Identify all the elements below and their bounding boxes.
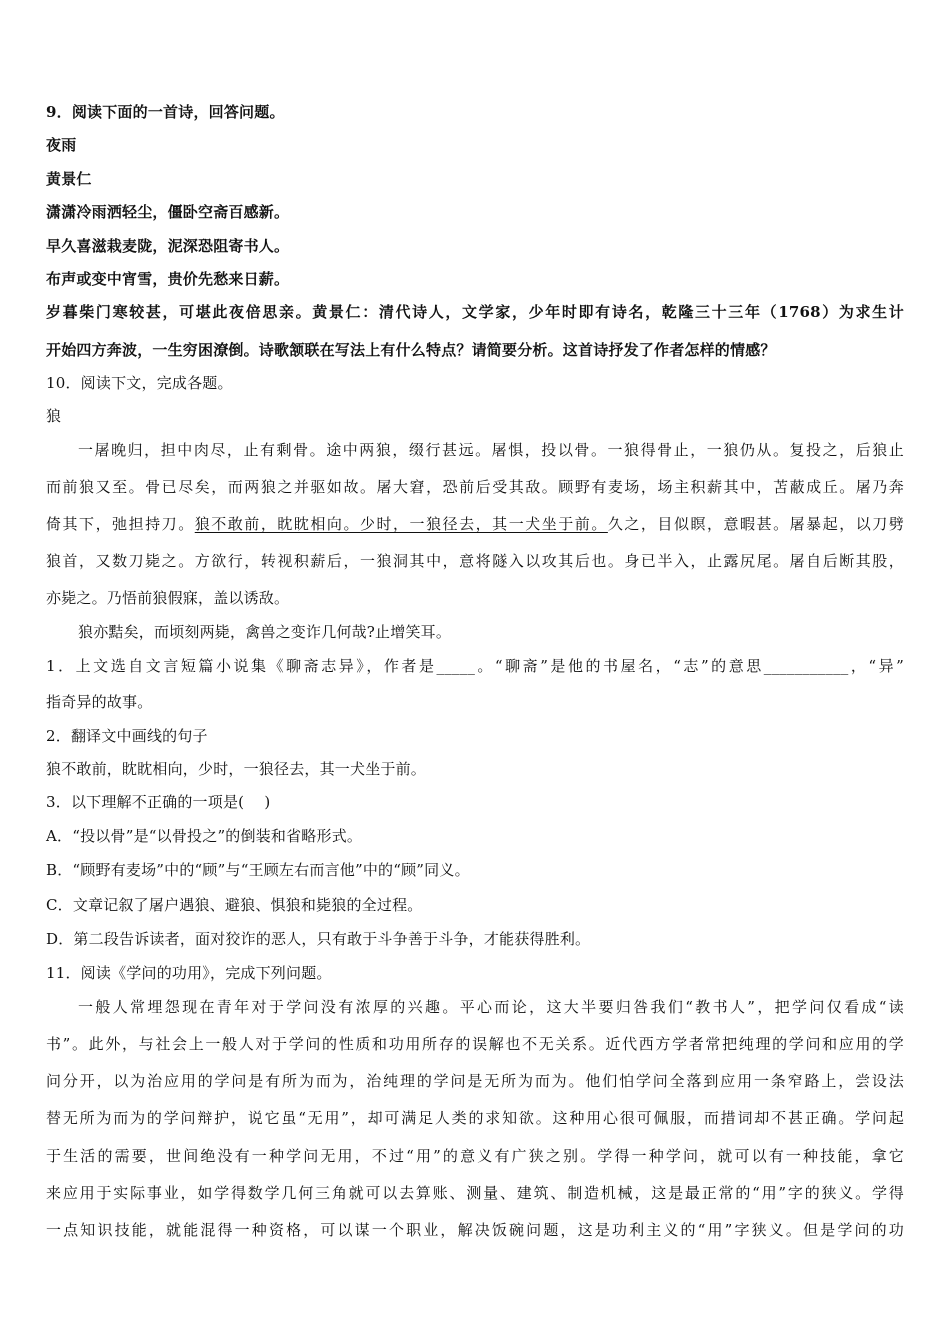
subquestion-3: 3．以下理解不正确的一项是( ) <box>46 793 271 811</box>
subquestion-2: 2．翻译文中画线的句子 <box>46 727 208 745</box>
essay-line: 一般人常埋怨现在青年对于学问没有浓厚的兴趣。平心而论，这大半要归咎我们“教书人”，把学问仅看成“读 <box>78 998 904 1016</box>
poem-author: 黄景仁 <box>46 170 92 188</box>
option-c: C．文章记叙了屠户遇狼、避狼、惧狼和毙狼的全过程。 <box>46 896 423 914</box>
poem-last-line-note: 岁暮柴门寒较甚，可堪此夜倍思亲。黄景仁：清代诗人，文学家，少年时即有诗名，乾隆三十三年（1768）为求生计 <box>46 303 904 321</box>
passage-line: 亦毙之。乃悟前狼假寐，盖以诱敌。 <box>46 589 290 607</box>
text-title: 狼 <box>46 407 62 425</box>
underlined-sentence: 狼不敢前，眈眈相向。少时，一狼径去，其一犬坐于前。 <box>194 515 608 533</box>
subquestion-1: 1．上文选自文言短篇小说集《聊斋志异》，作者是_____。“聊斋”是他的书屋名，“志”的意思___________，“异” <box>46 657 904 675</box>
essay-line: 书”。此外，与社会上一般人对于学问的性质和功用所存的误解也不无关系。近代西方学者常把纯理的学问和应用的学 <box>46 1035 904 1053</box>
option-d: D．第二段告诉读者，面对狡诈的恶人，只有敢于斗争善于斗争，才能获得胜利。 <box>46 930 591 948</box>
essay-line: 于生活的需要，世间绝没有一种学问无用，不过“用”的意义有广狭之别。学得一种学问，就可以有一种技能，拿它 <box>46 1147 904 1165</box>
passage-text: 倚其下，弛担持刀。 <box>46 515 195 533</box>
passage-line: 狼首，又数刀毙之。方欲行，转视积薪后，一狼洞其中，意将隧入以攻其后也。身已半入，止露尻尾。屠自后断其股， <box>46 552 904 570</box>
essay-line: 一点知识技能，就能混得一种资格，可以谋一个职业，解决饭碗问题，这是功利主义的“用”字狭义。但是学问的功 <box>46 1221 904 1239</box>
poem-line: 布声或变中宵雪，贵价先愁来日薪。 <box>46 270 290 288</box>
q11-title: 11．阅读《学问的功用》，完成下列问题。 <box>46 964 332 982</box>
q9-title: 9．阅读下面的一首诗，回答问题。 <box>46 103 285 121</box>
q9-question: 开始四方奔波，一生穷困潦倒。诗歌颔联在写法上有什么特点？请简要分析。这首诗抒发了作者怎样的情感？ <box>46 341 776 359</box>
option-b: B．“顾野有麦场”中的“顾”与“王顾左右而言他”中的“顾”同义。 <box>46 861 470 879</box>
passage-text: 久之，目似瞑，意暇甚。屠暴起，以刀劈 <box>607 515 904 533</box>
option-a: A．“投以骨”是“以骨投之”的倒装和省略形式。 <box>46 827 363 845</box>
subquestion-2-sentence: 狼不敢前，眈眈相向，少时，一狼径去，其一犬坐于前。 <box>46 760 427 778</box>
poem-line: 潇潇冷雨洒轻尘，僵卧空斋百感新。 <box>46 203 290 221</box>
q10-title: 10．阅读下文，完成各题。 <box>46 374 233 392</box>
passage-line: 而前狼又至。骨已尽矣，而两狼之并驱如故。屠大窘，恐前后受其敌。顾野有麦场，场主积薪其中，苫蔽成丘。屠乃奔 <box>46 478 904 496</box>
subquestion-1-cont: 指奇异的故事。 <box>46 693 153 711</box>
passage-line-with-underline <box>46 514 904 534</box>
poem-title: 夜雨 <box>46 136 77 154</box>
essay-line: 问分开，以为治应用的学问是有所为而为，治纯理的学问是无所为而为。他们怕学问全落到应用一条窄路上，尝设法 <box>46 1072 904 1090</box>
passage-line: 一屠晚归，担中肉尽，止有剩骨。途中两狼，缀行甚远。屠惧，投以骨。一狼得骨止，一狼仍从。复投之，后狼止 <box>78 441 904 459</box>
passage-paragraph: 狼亦黠矣，而顷刻两毙，禽兽之变诈几何哉?止增笑耳。 <box>78 623 452 641</box>
essay-line: 来应用于实际事业，如学得数学几何三角就可以去算账、测量、建筑、制造机械，这是最正常的“用”字的狭义。学得 <box>46 1184 904 1202</box>
essay-line: 替无所为而为的学问辩护，说它虽“无用”，却可满足人类的求知欲。这种用心很可佩服，而措词却不甚正确。学问起 <box>46 1109 904 1127</box>
poem-line: 早久喜滋栽麦陇，泥深恐阻寄书人。 <box>46 237 290 255</box>
